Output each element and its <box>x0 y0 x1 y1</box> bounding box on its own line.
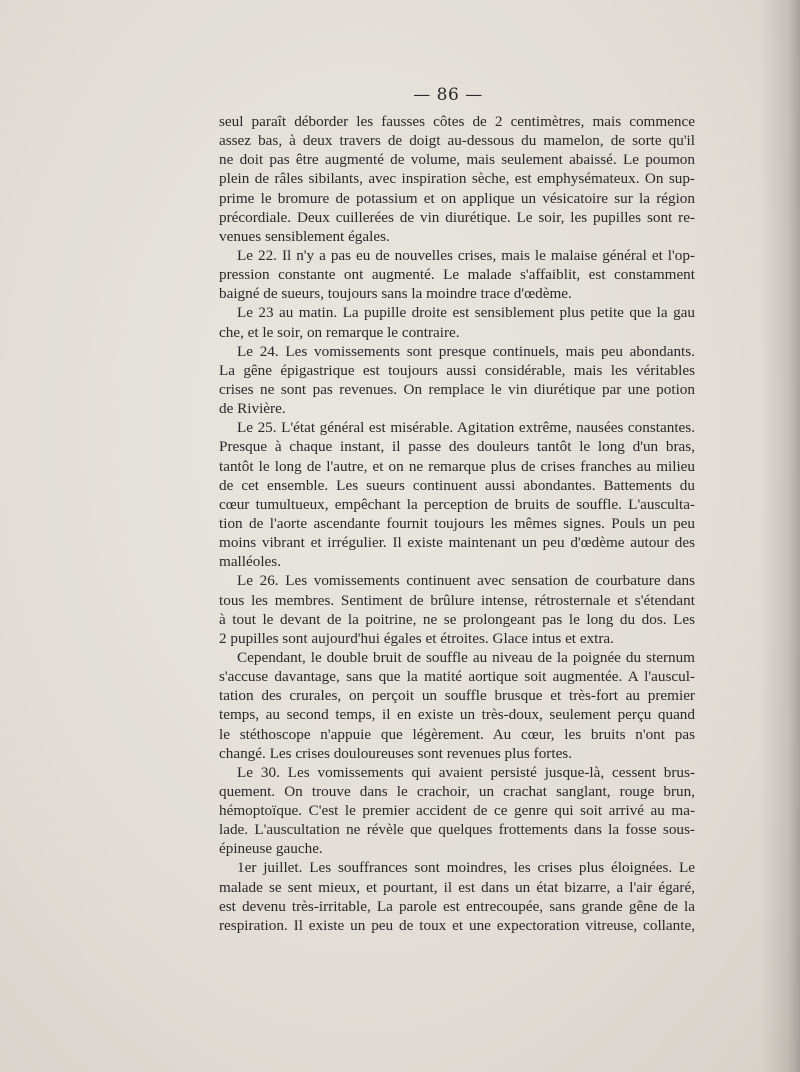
text-line: à tout le devant de la poitrine, ne se prolongeant pas le long du dos. Les <box>219 610 695 628</box>
text-line: baigné de sueurs, toujours sans la moindre trace d'œdème. <box>219 285 572 303</box>
text-line: seul paraît déborder les fausses côtes de 2 centimètres, mais commence <box>219 113 695 130</box>
text-line: de cet ensemble. Les sueurs continuent aussi abondantes. Battements du <box>219 476 695 494</box>
text-line: changé. Les crises douloureuses sont revenues plus fortes. <box>219 744 573 762</box>
text-line: venues sensiblement égales. <box>219 227 390 245</box>
text-line: Le 24. Les vomissements sont presque continuels, mais peu abondants. <box>237 342 695 360</box>
text-line: Cependant, le double bruit de souffle au niveau de la poignée du sternum <box>237 648 695 666</box>
text-line: le stéthoscope n'appuie que légèrement. Au cœur, les bruits n'ont pas <box>219 725 695 743</box>
text-line: 2 pupilles sont aujourd'hui égales et étroites. Glace intus et extra. <box>219 629 614 647</box>
text-line: malade se sent mieux, et pourtant, il est dans un état bizarre, a l'air égaré, <box>219 878 695 896</box>
text-line: tation des crurales, on perçoit un souffle brusque et très-fort au premier <box>219 687 695 705</box>
text-line: est devenu très-irritable, La parole est entrecoupée, sans grande gêne de la <box>219 897 695 915</box>
text-line: respiration. Il existe un peu de toux et une expectoration vitreuse, collante, <box>219 916 695 934</box>
body-text <box>219 112 695 935</box>
text-line: plein de râles sibilants, avec inspiration sèche, est emphysémateux. On sup- <box>219 170 695 188</box>
text-line: hémoptoïque. C'est le premier accident de ce genre qui soit arrivé au ma- <box>219 802 695 820</box>
text-line: che, et le soir, on remarque le contraire. <box>219 323 460 341</box>
text-line: cœur tumultueux, empêchant la perception de bruits de souffle. L'ausculta- <box>219 495 695 513</box>
text-line: temps, au second temps, il en existe un très-doux, seulement perçu quand <box>219 706 695 724</box>
text-line: Le 23 au matin. La pupille droite est sensiblement plus petite que la gau <box>237 304 695 322</box>
text-line: tous les membres. Sentiment de brûlure intense, rétrosternale et s'étendant <box>219 591 695 609</box>
page-number: — 86 — <box>413 85 483 105</box>
text-line: de Rivière. <box>219 400 286 418</box>
text-line: Presque à chaque instant, il passe des douleurs tantôt le long d'un bras, <box>219 438 695 456</box>
text-line: Le 26. Les vomissements continuent avec sensation de courbature dans <box>237 572 695 590</box>
text-line: malléoles. <box>219 553 281 571</box>
text-line: épineuse gauche. <box>219 840 323 858</box>
text-line: ne doit pas être augmenté de volume, mais seulement abaissé. Le poumon <box>219 151 695 169</box>
text-line: s'accuse davantage, sans que la matité aortique soit augmentée. A l'auscul- <box>219 668 695 686</box>
text-line: La gêne épigastrique est toujours aussi considérable, mais les véritables <box>219 361 695 379</box>
text-line: Le 30. Les vomissements qui avaient persisté jusque-là, cessent brus- <box>237 763 695 781</box>
text-line: assez bas, à deux travers de doigt au-dessous du mamelon, de sorte qu'il <box>219 132 695 150</box>
text-line: précordiale. Deux cuillerées de vin diurétique. Le soir, les pupilles sont re- <box>219 208 695 226</box>
text-line: Le 25. L'état général est misérable. Agitation extrême, nausées constantes. <box>237 419 695 437</box>
text-line: quement. On trouve dans le crachoir, un crachat sanglant, rouge brun, <box>219 782 695 800</box>
text-line: Le 22. Il n'y a pas eu de nouvelles crises, mais le malaise général et l'op- <box>237 246 695 264</box>
text-line: lade. L'auscultation ne révèle que quelques frottements dans la fosse sous- <box>219 821 695 839</box>
text-line: moins vibrant et irrégulier. Il existe maintenant un peu d'œdème autour des <box>219 534 695 552</box>
text-line: tion de l'aorte ascendante fournit toujours les mêmes signes. Pouls un peu <box>219 514 695 532</box>
text-line: 1er juillet. Les souffrances sont moindres, les crises plus éloignées. Le <box>237 859 695 877</box>
text-line: prime le bromure de potassium et on applique un vésicatoire sur la région <box>219 189 695 207</box>
page-edge-shadow <box>760 0 800 1072</box>
text-line: tantôt le long de l'autre, et on ne remarque plus de crises franches au milieu <box>219 457 695 475</box>
text-line: crises ne sont pas revenues. On remplace le vin diurétique par une potion <box>219 380 695 398</box>
text-line: pression constante ont augmenté. Le malade s'affaiblit, est constamment <box>219 266 695 284</box>
